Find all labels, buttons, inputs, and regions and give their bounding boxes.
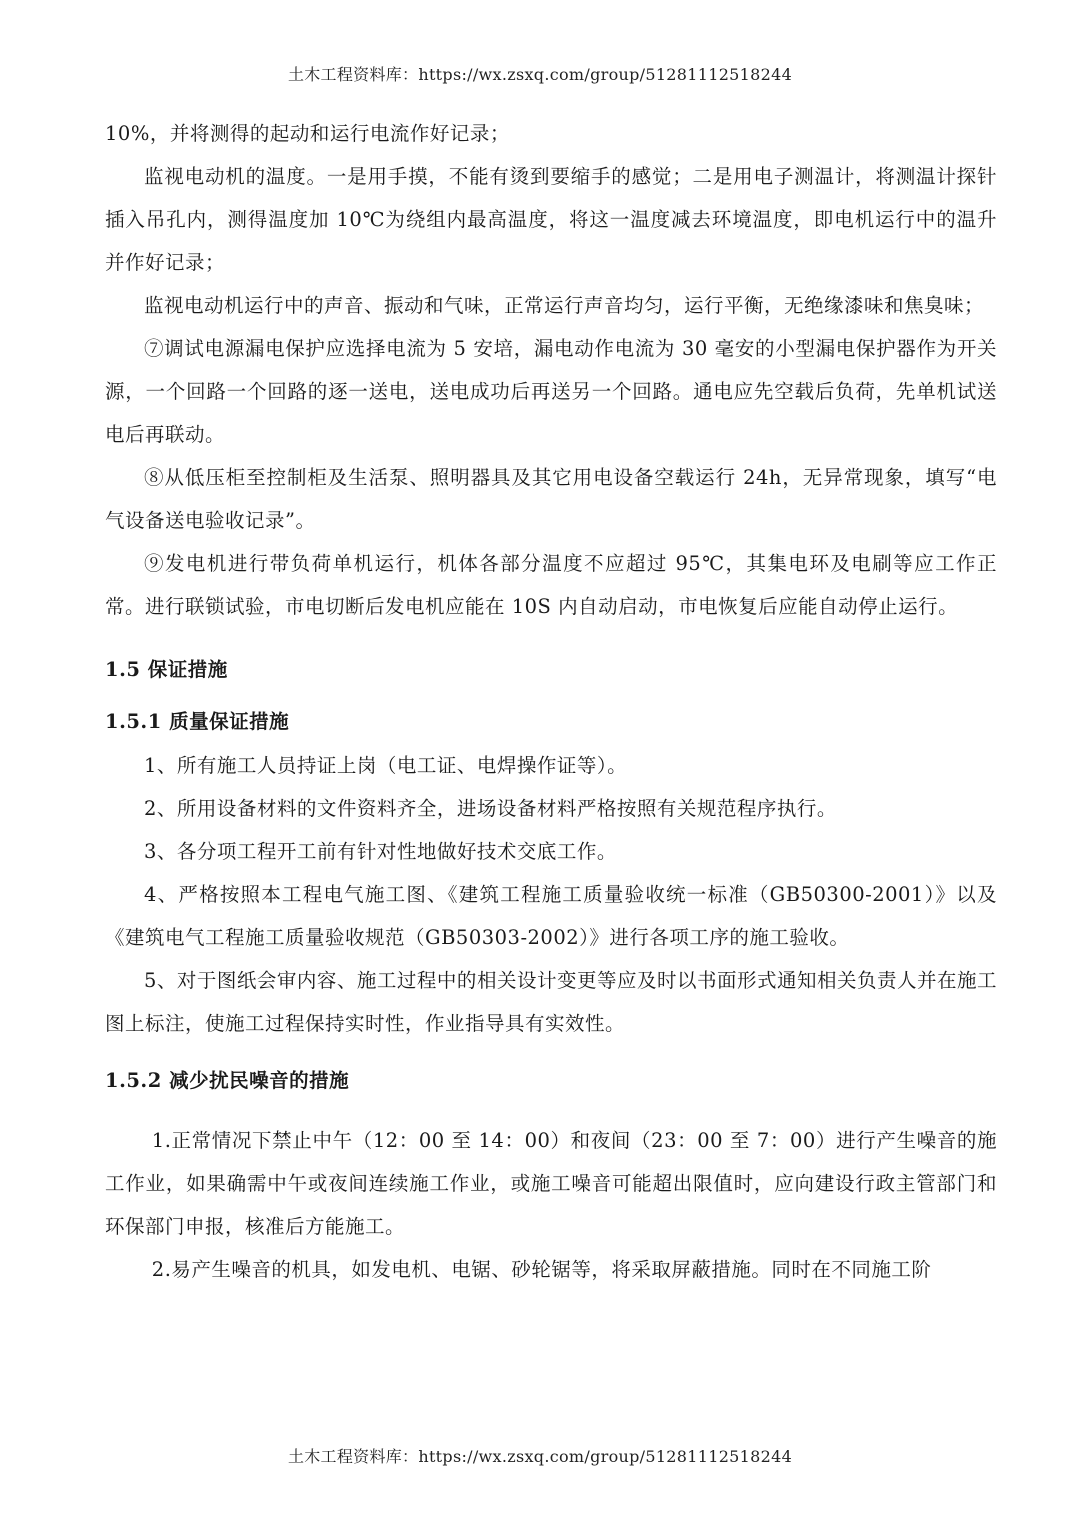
list-item: 5、对于图纸会审内容、施工过程中的相关设计变更等应及时以书面形式通知相关负责人并在施工图上标注，使施工过程保持实时性，作业指导具有实效性。	[105, 969, 997, 1035]
quality-measures-list	[105, 744, 997, 1045]
section-heading-1-5: 1.5 保证措施	[105, 658, 228, 681]
page-header: 土木工程资料库：https://wx.zsxq.com/group/51281112518244	[287, 65, 793, 84]
section-heading-1-5-1: 1.5.1 质量保证措施	[105, 710, 290, 733]
page-footer: 土木工程资料库：https://wx.zsxq.com/group/51281112518244	[287, 1447, 793, 1466]
paragraph-item-9: ⑨发电机进行带负荷单机运行，机体各部分温度不应超过 95℃，其集电环及电刷等应工作正常。进行联锁试验，市电切断后发电机应能在 10S 内自动启动，市电恢复后应能自动停止运行。	[105, 552, 997, 618]
list-item: 4、严格按照本工程电气施工图、《建筑工程施工质量验收统一标准（GB50300-2001）》以及《建筑电气工程施工质量验收规范（GB50303-2002）》进行各项工序的施工验收。	[105, 883, 997, 949]
list-item: 1.正常情况下禁止中午（12：00 至 14：00）和夜间（23：00 至 7：00）进行产生噪音的施工作业，如果确需中午或夜间连续施工作业，或施工噪音可能超出限值时，应向建设行政主管部门和环保部门申报，核准后方能施工。	[105, 1129, 997, 1238]
paragraph-motor-sound: 监视电动机运行中的声音、振动和气味，正常运行声音均匀，运行平衡，无绝缘漆味和焦臭味；	[144, 294, 985, 317]
list-item: 3、各分项工程开工前有针对性地做好技术交底工作。	[144, 840, 617, 863]
list-item: 2.易产生噪音的机具，如发电机、电锯、砂轮锯等，将采取屏蔽措施。同时在不同施工阶	[151, 1258, 932, 1281]
document-body	[105, 112, 997, 1291]
paragraph-motor-temperature: 监视电动机的温度。一是用手摸，不能有烫到要缩手的感觉；二是用电子测温计，将测温计探针插入吊孔内，测得温度加 10℃为绕组内最高温度，将这一温度减去环境温度，即电机运行中的温升并作好记录；	[105, 165, 997, 274]
paragraph-current-record: 10%，并将测得的起动和运行电流作好记录；	[105, 122, 510, 145]
paragraph-item-7: ⑦调试电源漏电保护应选择电流为 5 安培，漏电动作电流为 30 毫安的小型漏电保护器作为开关源，一个回路一个回路的逐一送电，送电成功后再送另一个回路。通电应先空载后负荷，先单机试送电后再联动。	[105, 337, 997, 446]
section-heading-1-5-2: 1.5.2 减少扰民噪音的措施	[105, 1069, 350, 1092]
paragraph-item-8: ⑧从低压柜至控制柜及生活泵、照明器具及其它用电设备空载运行 24h，无异常现象，填写“电气设备送电验收记录”。	[105, 466, 997, 532]
list-item: 1、所有施工人员持证上岗（电工证、电焊操作证等）。	[144, 754, 628, 777]
list-item: 2、所用设备材料的文件资料齐全，进场设备材料严格按照有关规范程序执行。	[144, 797, 837, 820]
noise-measures-list	[105, 1119, 997, 1291]
